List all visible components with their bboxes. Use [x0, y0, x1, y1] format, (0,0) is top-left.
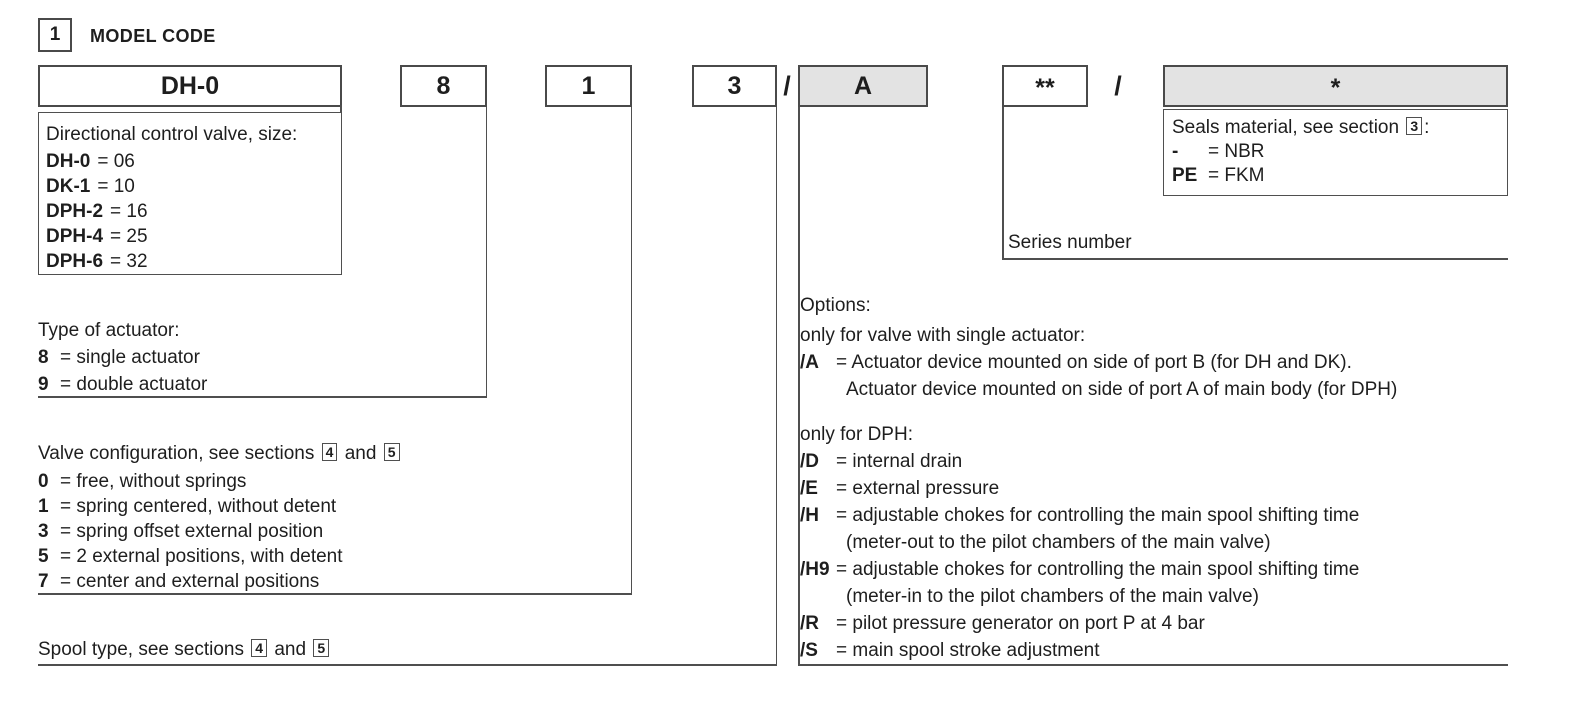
- code-box-options: [798, 65, 928, 107]
- seals-entry: [1172, 140, 1499, 164]
- actuator-title: Type of actuator:: [38, 320, 180, 341]
- options-entry: [800, 349, 1510, 376]
- actuator-entry-code: 8: [38, 347, 49, 368]
- size-entry: [46, 249, 334, 274]
- size-entry: [46, 149, 334, 174]
- options-group1-heading: only for valve with single actuator:: [800, 325, 1086, 346]
- size-description-content: [39, 113, 341, 274]
- connector-actuator-vertical: [486, 107, 488, 397]
- size-entry-value: = 16: [110, 201, 148, 222]
- configuration-entry-code: 1: [38, 496, 49, 517]
- configuration-title-and: and: [344, 443, 377, 464]
- configuration-entry-value: = spring centered, without detent: [60, 496, 337, 517]
- code-box-configuration-label: 1: [581, 71, 596, 100]
- configuration-entry-value: = spring offset external position: [60, 521, 324, 542]
- seals-entry-value: = FKM: [1208, 165, 1265, 186]
- configuration-block: [38, 441, 402, 594]
- configuration-entry: [38, 469, 402, 494]
- size-entry-code: DK-1: [46, 176, 91, 197]
- options-entry: [800, 637, 1510, 664]
- code-separator-slash-1: /: [783, 70, 791, 101]
- options-entry-code: /E: [800, 478, 818, 499]
- options-entry-note: Actuator device mounted on side of port A of main body (for DPH): [846, 379, 1398, 400]
- series-number-label: Series number: [1008, 232, 1132, 253]
- spool-title-text: Spool type, see sections: [38, 639, 244, 660]
- configuration-entry: [38, 544, 402, 569]
- options-entry-code: /A: [800, 352, 819, 373]
- code-box-actuator: [400, 65, 487, 107]
- code-box-seals: [1163, 65, 1508, 107]
- size-title: Directional control valve, size:: [46, 124, 298, 145]
- connector-configuration-vertical: [631, 107, 633, 594]
- options-entry: [800, 556, 1510, 583]
- options-block: [800, 292, 1510, 664]
- size-entry-value: = 10: [97, 176, 135, 197]
- configuration-entry-code: 0: [38, 471, 49, 492]
- options-entry-value: = Actuator device mounted on side of port B (for DH and DK).: [836, 352, 1352, 373]
- code-box-series: [1002, 65, 1088, 107]
- section-ref-4: 4: [251, 639, 267, 657]
- spool-title-and: and: [274, 639, 307, 660]
- section-number: 1: [49, 24, 61, 45]
- code-box-seals-label: *: [1330, 74, 1341, 102]
- connector-series-vertical: [1002, 107, 1004, 259]
- code-box-series-label: **: [1035, 74, 1055, 102]
- size-entry-code: DH-0: [46, 151, 91, 172]
- options-entry-code: /D: [800, 451, 819, 472]
- connector-options-horizontal: [798, 664, 1508, 666]
- options-entry-value: = pilot pressure generator on port P at 4 bar: [836, 613, 1205, 634]
- section-number-box: [38, 18, 72, 52]
- size-entry-value: = 25: [110, 226, 148, 247]
- seals-title-colon: :: [1424, 117, 1430, 138]
- seals-entry-code: -: [1172, 141, 1179, 162]
- options-entry-note: (meter-out to the pilot chambers of the main valve): [846, 532, 1271, 553]
- actuator-block: [38, 317, 207, 398]
- options-entry-value: = adjustable chokes for controlling the main spool shifting time: [836, 505, 1360, 526]
- configuration-entry-code: 3: [38, 521, 49, 542]
- connector-series-horizontal: [1002, 258, 1508, 260]
- seals-description-box: [1163, 109, 1508, 196]
- actuator-entry-value: = single actuator: [60, 347, 200, 368]
- size-entry: [46, 224, 334, 249]
- configuration-title: [38, 441, 402, 466]
- options-entry-value: = external pressure: [836, 478, 1000, 499]
- seals-entry-value: = NBR: [1208, 141, 1265, 162]
- size-entry-code: DPH-6: [46, 251, 104, 272]
- code-separator-slash-2: /: [1114, 70, 1122, 101]
- options-entry-code: /R: [800, 613, 819, 634]
- seals-title-text: Seals material, see section: [1172, 117, 1400, 138]
- connector-spool-horizontal: [38, 664, 777, 666]
- configuration-entry-code: 5: [38, 546, 49, 567]
- code-box-actuator-label: 8: [436, 71, 451, 100]
- size-entry-code: DPH-2: [46, 201, 104, 222]
- configuration-entry-code: 7: [38, 571, 49, 592]
- seals-entry: [1172, 164, 1499, 188]
- code-box-spool: [692, 65, 777, 107]
- options-title: Options:: [800, 295, 871, 316]
- connector-spool-vertical: [776, 107, 778, 665]
- configuration-entry-value: = 2 external positions, with detent: [60, 546, 343, 567]
- options-entry-value: = adjustable chokes for controlling the main spool shifting time: [836, 559, 1360, 580]
- code-box-configuration: [545, 65, 632, 107]
- actuator-entry-code: 9: [38, 374, 49, 395]
- options-entry: [800, 610, 1510, 637]
- configuration-entry-value: = center and external positions: [60, 571, 320, 592]
- configuration-entry: [38, 569, 402, 594]
- seals-title: [1172, 116, 1499, 140]
- size-entry-code: DPH-4: [46, 226, 104, 247]
- section-ref-4: 4: [322, 443, 338, 461]
- spool-type-line: [38, 637, 331, 663]
- code-box-options-label: A: [853, 71, 873, 100]
- section-ref-5: 5: [313, 639, 329, 657]
- seals-description-content: [1164, 110, 1507, 188]
- seals-entry-code: PE: [1172, 165, 1198, 186]
- code-box-spool-label: 3: [727, 71, 742, 100]
- options-group2-heading: only for DPH:: [800, 424, 913, 445]
- actuator-entry: [38, 344, 207, 371]
- size-entry-value: = 06: [97, 151, 135, 172]
- options-entry-value: = internal drain: [836, 451, 963, 472]
- code-box-size: [38, 65, 342, 107]
- section-ref-3: 3: [1406, 117, 1422, 135]
- size-description-box: [38, 112, 342, 275]
- size-entry: [46, 174, 334, 199]
- size-entry-value: = 32: [110, 251, 148, 272]
- configuration-entry: [38, 519, 402, 544]
- options-entry: [800, 448, 1510, 475]
- options-entry: [800, 502, 1510, 529]
- actuator-entry: [38, 371, 207, 398]
- options-entry-code: /S: [800, 640, 818, 661]
- configuration-entry: [38, 494, 402, 519]
- options-entry-value: = main spool stroke adjustment: [836, 640, 1100, 661]
- size-entry: [46, 199, 334, 224]
- actuator-entry-value: = double actuator: [60, 374, 208, 395]
- page-title: MODEL CODE: [90, 26, 216, 46]
- options-entry-code: /H: [800, 505, 819, 526]
- configuration-entry-value: = free, without springs: [60, 471, 247, 492]
- code-box-size-label: DH-0: [160, 71, 220, 100]
- options-entry: [800, 475, 1510, 502]
- options-entry-note: (meter-in to the pilot chambers of the main valve): [846, 586, 1259, 607]
- configuration-title-text: Valve configuration, see sections: [38, 443, 315, 464]
- section-ref-5: 5: [384, 443, 400, 461]
- options-entry-code: /H9: [800, 559, 830, 580]
